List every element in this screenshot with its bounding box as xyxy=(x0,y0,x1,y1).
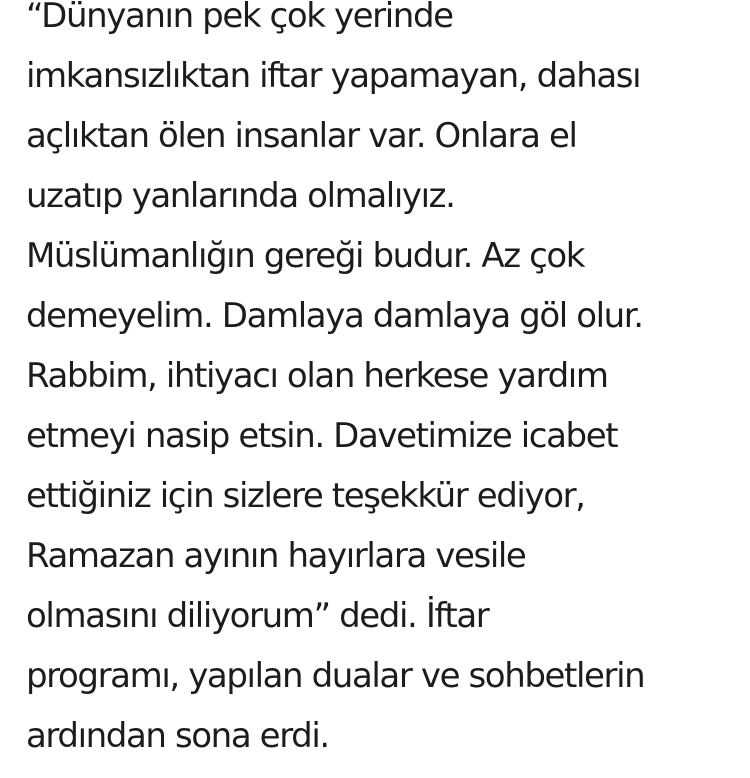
paragraph-line: demeyelim. Damlaya damlaya göl olur. xyxy=(26,296,643,336)
paragraph-line: “Dünyanın pek çok yerinde xyxy=(26,0,453,36)
paragraph-line: Rabbim, ihtiyacı olan herkese yardım xyxy=(26,356,608,396)
paragraph-line: açlıktan ölen insanlar var. Onlara el xyxy=(26,116,577,156)
paragraph-line: olmasını diliyorum” dedi. İftar xyxy=(26,596,489,636)
paragraph-line: Ramazan ayının hayırlara vesile xyxy=(26,536,526,576)
paragraph-line: imkansızlıktan iftar yapamayan, dahası xyxy=(26,56,641,96)
paragraph-line: programı, yapılan dualar ve sohbetlerin xyxy=(26,656,645,696)
paragraph-line: uzatıp yanlarında olmalıyız. xyxy=(26,176,455,216)
paragraph-line: ardından sona erdi. xyxy=(26,716,329,756)
paragraph-line: Müslümanlığın gereği budur. Az çok xyxy=(26,236,585,276)
paragraph-line: etmeyi nasip etsin. Davetimize icabet xyxy=(26,416,618,456)
paragraph-line: ettiğiniz için sizlere teşekkür ediyor, xyxy=(26,476,585,516)
